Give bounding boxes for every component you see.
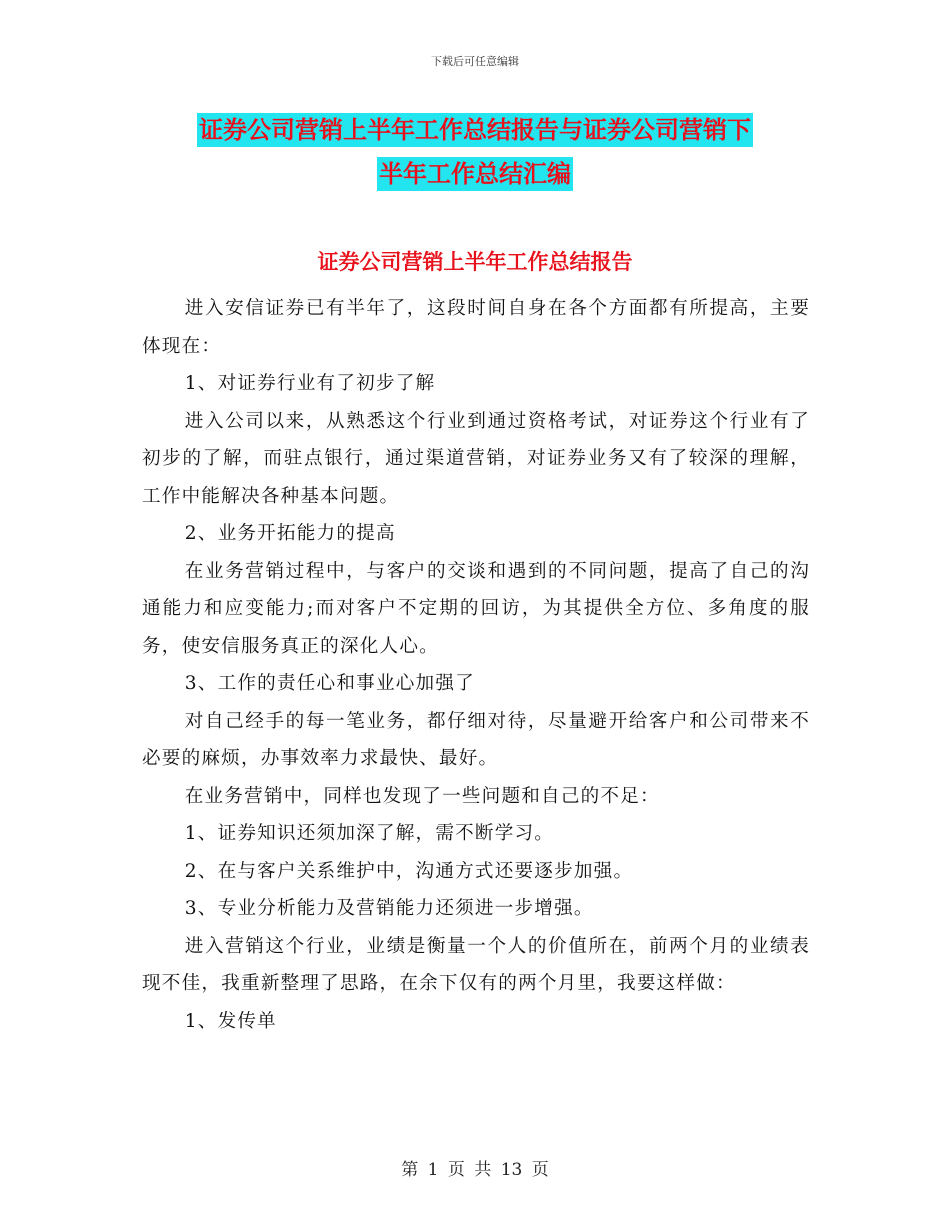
paragraph: 进入安信证券已有半年了，这段时间自身在各个方面都有所提高，主要体现在： (142, 298, 810, 357)
paragraph: 对自己经手的每一笔业务，都仔细对待，尽量避开给客户和公司带来不必要的麻烦，办事效率力求最快、最好。 (142, 710, 810, 769)
paragraph: 在业务营销中，同样也发现了一些问题和自己的不足： (184, 785, 660, 807)
page-footer-number: 第 1 页 共 13 页 (401, 1160, 549, 1180)
paragraph: 1、对证券行业有了初步了解 (184, 373, 436, 394)
paragraph: 1、证券知识还须加深了解，需不断学习。 (184, 823, 555, 844)
paragraph: 进入营销这个行业，业绩是衡量一个人的价值所在，前两个月的业绩表现不佳，我重新整理了思路，在余下仅有的两个月里，我要这样做： (142, 935, 810, 994)
paragraph: 在业务营销过程中，与客户的交谈和遇到的不同问题，提高了自己的沟通能力和应变能力;而对客户不定期的回访，为其提供全方位、多角度的服务，使安信服务真正的深化人心。 (142, 560, 810, 657)
document-title-line-1 (0, 108, 950, 152)
paragraph: 3、专业分析能力及营销能力还须进一步增强。 (184, 898, 594, 919)
title-highlight-1: 证券公司营销上半年工作总结报告与证券公司营销下 (197, 113, 753, 147)
page-header-note: 下载后可任意编辑 (431, 55, 519, 68)
title-highlight-2: 半年工作总结汇编 (377, 157, 573, 191)
paragraph: 3、工作的责任心和事业心加强了 (184, 673, 475, 694)
paragraph: 2、在与客户关系维护中，沟通方式还要逐步加强。 (184, 860, 634, 882)
paragraph: 2、业务开拓能力的提高 (184, 523, 396, 544)
section-title: 证券公司营销上半年工作总结报告 (317, 250, 633, 274)
document-title (0, 108, 950, 196)
paragraph: 进入公司以来，从熟悉这个行业到通过资格考试，对证券这个行业有了初步的了解，而驻点银行，通过渠道营销，对证券业务又有了较深的理解，工作中能解决各种基本问题。 (142, 410, 810, 507)
document-body (142, 290, 810, 1040)
paragraph: 1、发传单 (184, 1010, 277, 1032)
document-title-line-2 (0, 152, 950, 196)
